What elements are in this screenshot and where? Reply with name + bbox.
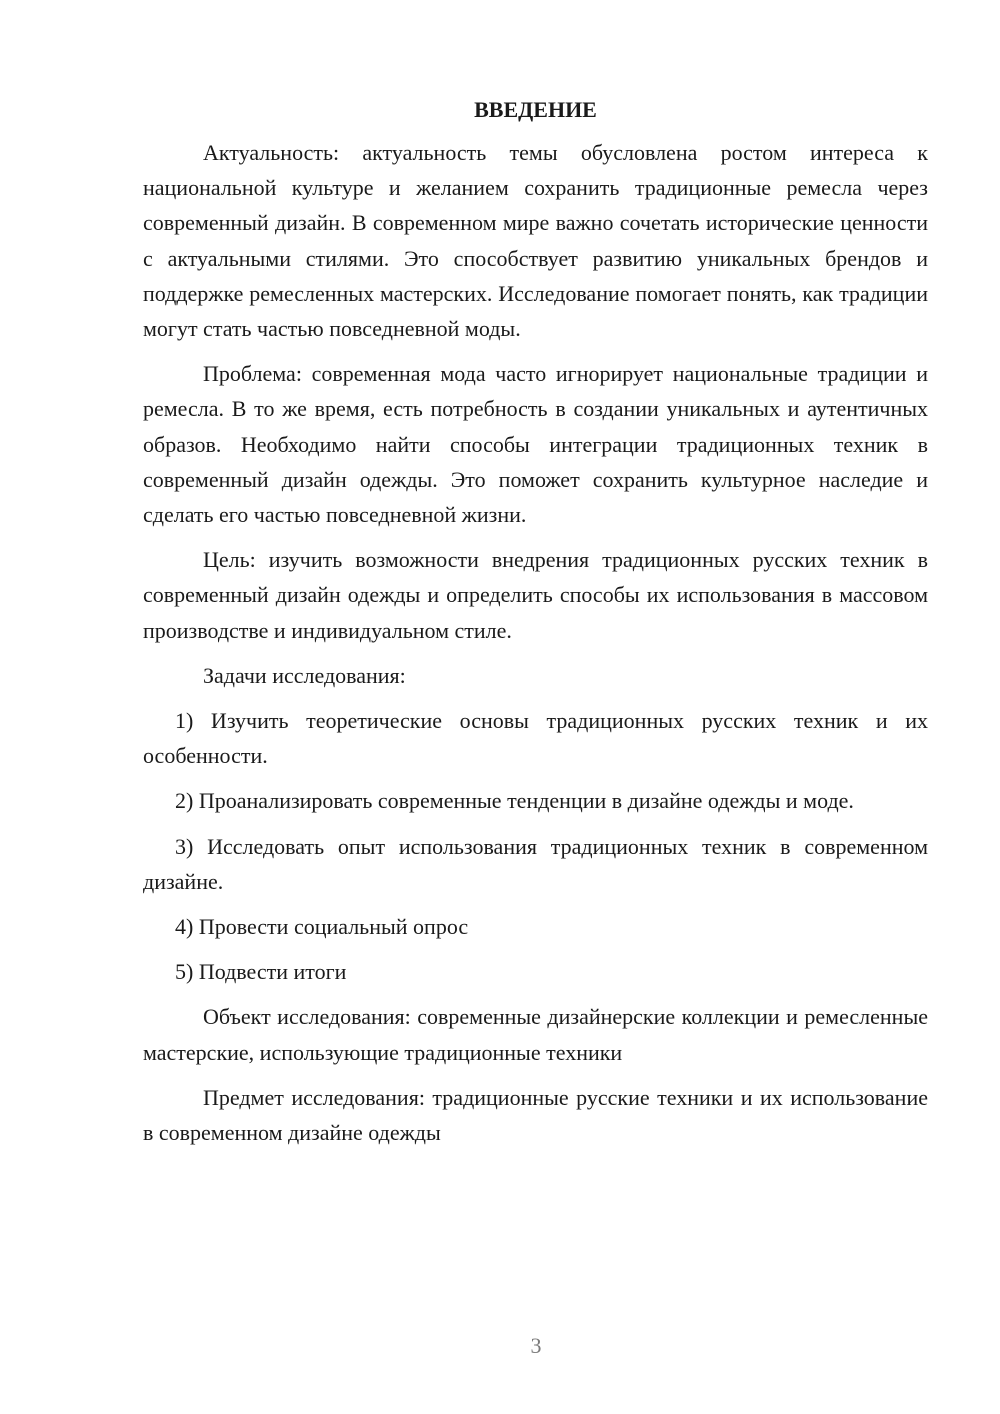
- task-item-5: 5) Подвести итоги: [175, 959, 347, 985]
- subject-paragraph: Предмет исследования: традиционные русские техники и их использование в современном дизайне одежды: [143, 1084, 928, 1146]
- task-item-1: 1) Изучить теоретические основы традиционных русских техник и их особенности.: [143, 708, 928, 769]
- object-paragraph: Объект исследования: современные дизайнерские коллекции и ремесленные мастерские, использующие традиционные техники: [143, 1004, 928, 1065]
- goal-paragraph: Цель: изучить возможности внедрения традиционных русских техник в современный дизайн одежды и определить способы их использования в массовом производстве и индивидуальном стиле.: [143, 547, 928, 643]
- section-title: ВВЕДЕНИЕ: [474, 97, 597, 122]
- document-page: [143, 95, 928, 1160]
- task-item-2: 2) Проанализировать современные тенденции в дизайне одежды и моде.: [175, 788, 854, 814]
- tasks-heading: Задачи исследования:: [203, 662, 406, 688]
- task-item-4: 4) Провести социальный опрос: [175, 914, 469, 940]
- problem-paragraph: Проблема: современная мода часто игнорирует национальные традиции и ремесла. В то же время, есть потребность в создании уникальных и аутентичных образов. Необходимо найти способы интеграции традиционных техник в современный дизайн одежды. Это поможет сохранить культурное наследие и сделать его частью повседневной жизни.: [143, 361, 928, 528]
- task-item-3: 3) Исследовать опыт использования традиционных техник в современном дизайне.: [143, 833, 928, 894]
- relevance-paragraph: Актуальность: актуальность темы обусловлена ростом интереса к национальной культуре и желанием сохранить традиционные ремесла через современный дизайн. В современном мире важно сочетать исторические ценности с актуальными стилями. Это способствует развитию уникальных брендов и поддержке ремесленных мастерских. Исследование помогает понять, как традиции могут стать частью повседневной моды.: [143, 140, 928, 342]
- page-number: 3: [530, 1333, 542, 1358]
